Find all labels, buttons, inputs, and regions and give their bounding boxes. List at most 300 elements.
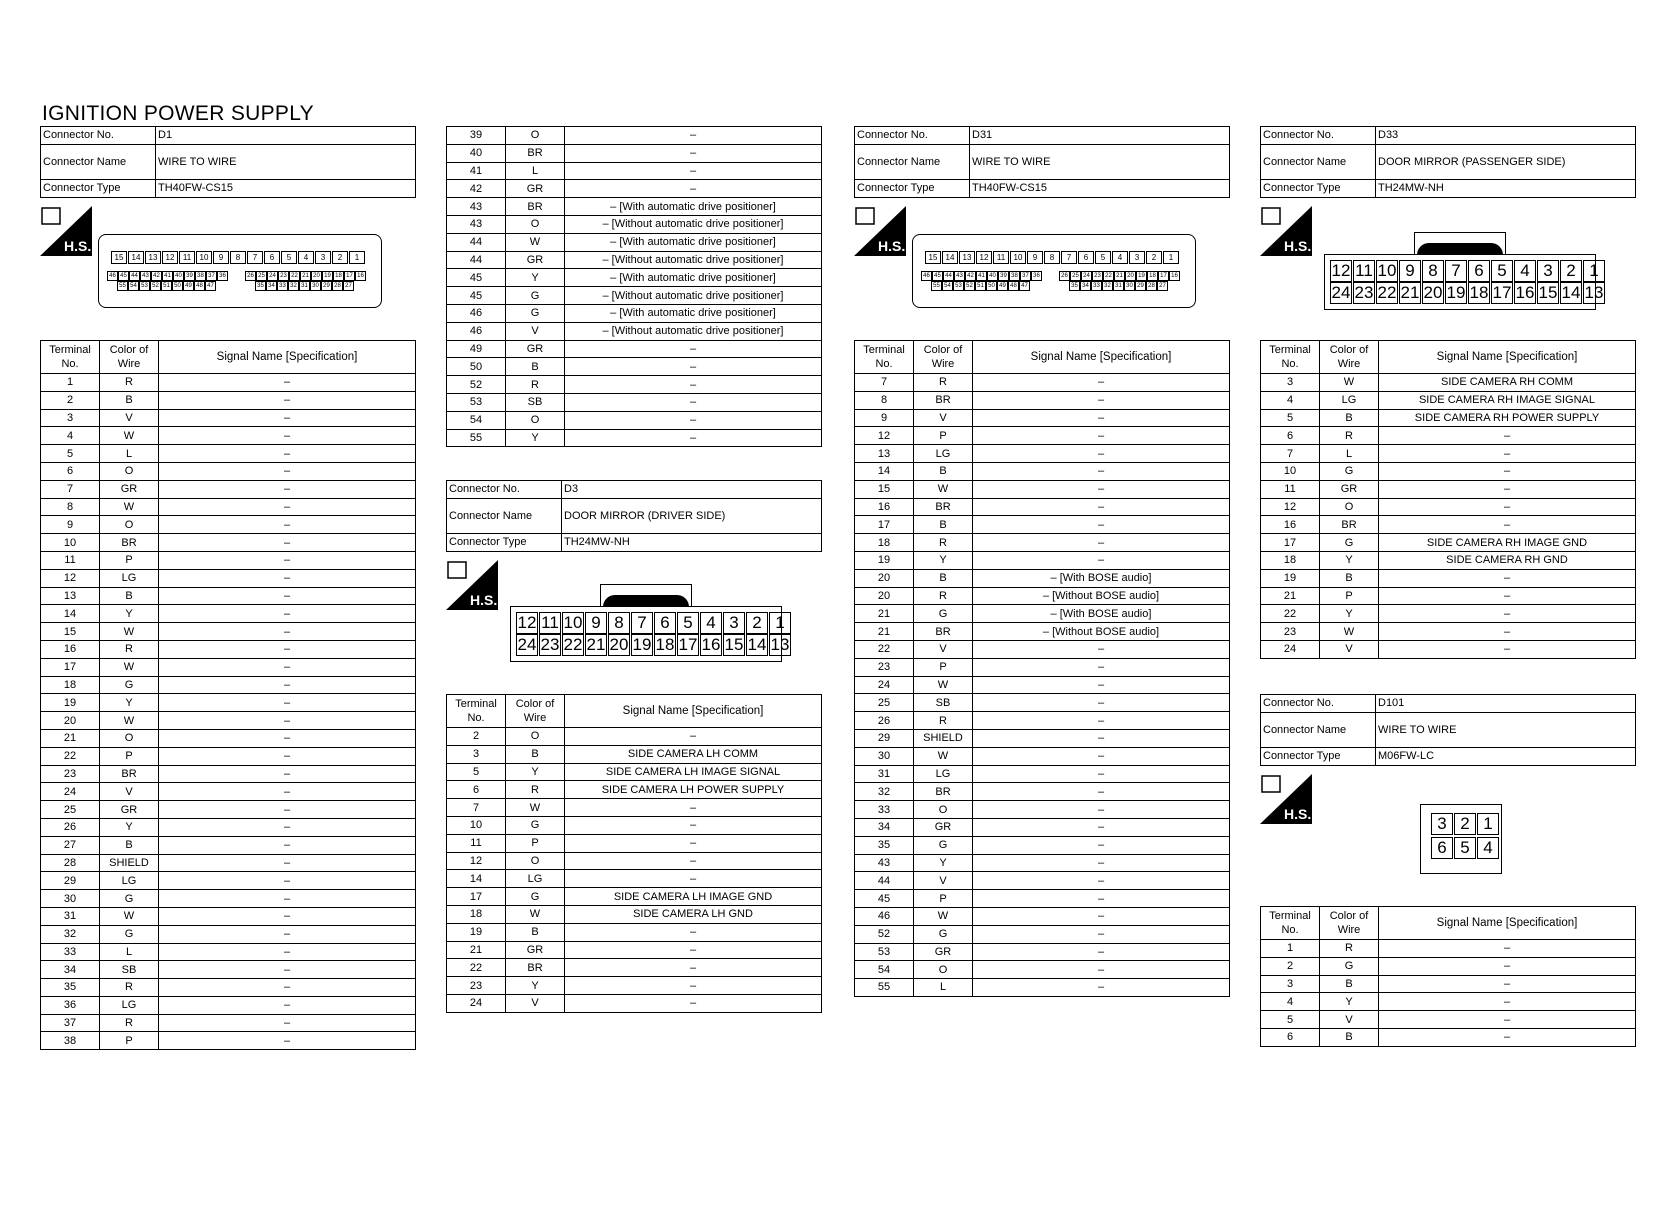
- wire-color-cell: V: [100, 409, 159, 427]
- col-signal: Signal Name [Specification]: [565, 695, 822, 728]
- connector-pin: 16: [1169, 271, 1180, 281]
- signal-cell: – [Without BOSE audio]: [973, 587, 1230, 605]
- wire-color-cell: Y: [506, 429, 565, 447]
- label-connector-no: Connector No.: [1261, 127, 1376, 145]
- table-row: [447, 994, 822, 1012]
- signal-cell: SIDE CAMERA RH IMAGE GND: [1379, 534, 1636, 552]
- connector-pin: 55: [117, 281, 128, 291]
- signal-cell: –: [973, 783, 1230, 801]
- signal-cell: –: [159, 516, 416, 534]
- d31-name: WIRE TO WIRE: [970, 144, 1230, 179]
- connector-pin: 4: [1514, 260, 1536, 282]
- signal-cell: –: [973, 872, 1230, 890]
- terminal-cell: 16: [1261, 516, 1320, 534]
- table-row: [41, 587, 416, 605]
- col-terminal: Terminal No.: [1261, 341, 1320, 374]
- table-row: [447, 429, 822, 447]
- connector-pin: 5: [677, 612, 699, 634]
- table-row: [855, 374, 1230, 392]
- signal-cell: –: [159, 783, 416, 801]
- signal-cell: –: [159, 747, 416, 765]
- d1-connector-diagram: [98, 234, 382, 308]
- connector-pin: 29: [1135, 281, 1146, 291]
- terminal-cell: 53: [855, 943, 914, 961]
- signal-cell: – [With automatic drive positioner]: [565, 233, 822, 251]
- connector-pin: 9: [1027, 251, 1043, 264]
- table-row: [447, 215, 822, 233]
- table-row: [855, 979, 1230, 997]
- wire-color-cell: W: [100, 623, 159, 641]
- table-row: [41, 836, 416, 854]
- table-row: [855, 854, 1230, 872]
- connector-pin: 22: [563, 635, 583, 654]
- connector-pin: 20: [1423, 283, 1443, 302]
- signal-cell: –: [159, 445, 416, 463]
- terminal-cell: 22: [1261, 605, 1320, 623]
- wire-color-cell: LG: [1320, 391, 1379, 409]
- signal-cell: –: [973, 854, 1230, 872]
- terminal-cell: 15: [855, 480, 914, 498]
- table-row: [855, 694, 1230, 712]
- signal-cell: –: [565, 429, 822, 447]
- signal-cell: –: [973, 747, 1230, 765]
- terminal-cell: 13: [41, 587, 100, 605]
- connector-pin: 46: [107, 271, 118, 281]
- col-terminal: Terminal No.: [855, 341, 914, 374]
- wire-color-cell: R: [100, 1014, 159, 1032]
- wire-color-cell: W: [100, 712, 159, 730]
- terminal-cell: 53: [447, 393, 506, 411]
- svg-text:H.S.: H.S.: [64, 238, 92, 254]
- table-row: [855, 427, 1230, 445]
- signal-cell: –: [159, 640, 416, 658]
- signal-cell: –: [159, 765, 416, 783]
- terminal-cell: 54: [447, 411, 506, 429]
- signal-cell: –: [159, 462, 416, 480]
- terminal-cell: 32: [855, 783, 914, 801]
- connector-pin: 4: [1112, 251, 1128, 264]
- wire-color-cell: BR: [100, 765, 159, 783]
- wire-color-cell: G: [914, 925, 973, 943]
- table-row: [855, 836, 1230, 854]
- wire-color-cell: LG: [100, 569, 159, 587]
- connector-pin: 47: [205, 281, 216, 291]
- signal-cell: –: [973, 943, 1230, 961]
- connector-pin: 3: [1537, 260, 1559, 282]
- connector-pin: 13: [959, 251, 975, 264]
- connector-pin: 22: [289, 271, 300, 281]
- wire-color-cell: R: [914, 587, 973, 605]
- terminal-cell: 16: [855, 498, 914, 516]
- terminal-cell: 17: [855, 516, 914, 534]
- terminal-cell: 5: [1261, 1011, 1320, 1029]
- table-row: [1261, 462, 1636, 480]
- connector-pin: 12: [976, 251, 992, 264]
- connector-pin: 31: [299, 281, 310, 291]
- col-color: Color of Wire: [1320, 341, 1379, 374]
- terminal-cell: 5: [41, 445, 100, 463]
- signal-cell: –: [1379, 975, 1636, 993]
- wire-color-cell: G: [506, 304, 565, 322]
- signal-cell: –: [159, 374, 416, 392]
- terminal-cell: 19: [1261, 569, 1320, 587]
- terminal-cell: 12: [41, 569, 100, 587]
- connector-pin: 15: [1538, 283, 1558, 302]
- table-row: [1261, 374, 1636, 392]
- terminal-cell: 33: [41, 943, 100, 961]
- table-row: [855, 925, 1230, 943]
- signal-cell: SIDE CAMERA LH IMAGE SIGNAL: [565, 763, 822, 781]
- table-row: [41, 890, 416, 908]
- wire-color-cell: BR: [506, 144, 565, 162]
- table-row: [41, 569, 416, 587]
- table-row: [41, 979, 416, 997]
- table-row: [447, 322, 822, 340]
- wire-color-cell: GR: [1320, 480, 1379, 498]
- terminal-cell: 34: [855, 818, 914, 836]
- wire-color-cell: B: [1320, 975, 1379, 993]
- table-row: [447, 411, 822, 429]
- signal-cell: –: [1379, 569, 1636, 587]
- table-row: [447, 834, 822, 852]
- connector-pin: 14: [1561, 283, 1581, 302]
- connector-pin: 10: [196, 251, 212, 264]
- signal-cell: –: [973, 480, 1230, 498]
- connector-pin: 20: [311, 271, 322, 281]
- table-row: [447, 144, 822, 162]
- connector-pin: 13: [145, 251, 161, 264]
- terminal-cell: 41: [447, 162, 506, 180]
- connector-pin: 30: [310, 281, 321, 291]
- connector-pin: 3: [1129, 251, 1145, 264]
- page-title: IGNITION POWER SUPPLY: [42, 102, 314, 125]
- signal-cell: –: [1379, 640, 1636, 658]
- terminal-cell: 20: [855, 587, 914, 605]
- terminal-cell: 7: [41, 480, 100, 498]
- connector-pin: 22: [1103, 271, 1114, 281]
- col-signal: Signal Name [Specification]: [1379, 341, 1636, 374]
- connector-pin: 33: [277, 281, 288, 291]
- connector-pin: 50: [986, 281, 997, 291]
- wire-color-cell: P: [100, 551, 159, 569]
- connector-pin: 9: [585, 612, 607, 634]
- terminal-cell: 24: [447, 994, 506, 1012]
- terminal-cell: 14: [855, 462, 914, 480]
- terminal-cell: 17: [447, 888, 506, 906]
- table-row: [855, 551, 1230, 569]
- signal-cell: –: [973, 640, 1230, 658]
- connector-pin: 32: [1102, 281, 1113, 291]
- wire-color-cell: GR: [506, 941, 565, 959]
- table-row: [447, 888, 822, 906]
- connector-pin: 18: [1147, 271, 1158, 281]
- signal-cell: –: [565, 127, 822, 145]
- wire-color-cell: O: [914, 961, 973, 979]
- d1-pin-table: [40, 340, 416, 1050]
- connector-pin: 2: [1146, 251, 1162, 264]
- wire-color-cell: B: [506, 923, 565, 941]
- label-connector-type: Connector Type: [855, 179, 970, 197]
- wire-color-cell: R: [914, 374, 973, 392]
- terminal-cell: 18: [855, 534, 914, 552]
- wire-color-cell: GR: [506, 251, 565, 269]
- signal-cell: –: [973, 729, 1230, 747]
- signal-cell: SIDE CAMERA RH IMAGE SIGNAL: [1379, 391, 1636, 409]
- connector-pin: 16: [1515, 283, 1535, 302]
- wire-color-cell: B: [100, 587, 159, 605]
- table-row: [41, 462, 416, 480]
- terminal-cell: 44: [447, 233, 506, 251]
- wire-color-cell: L: [1320, 445, 1379, 463]
- wire-color-cell: O: [100, 462, 159, 480]
- terminal-cell: 11: [41, 551, 100, 569]
- wire-color-cell: W: [1320, 374, 1379, 392]
- table-row: [1261, 534, 1636, 552]
- wire-color-cell: SB: [506, 393, 565, 411]
- connector-pin: 34: [266, 281, 277, 291]
- d101-name: WIRE TO WIRE: [1376, 712, 1636, 747]
- connector-pin: 12: [517, 613, 537, 632]
- table-row: [1261, 1011, 1636, 1029]
- connector-pin: 10: [1377, 261, 1397, 280]
- wire-color-cell: O: [100, 729, 159, 747]
- terminal-cell: 19: [447, 923, 506, 941]
- wire-color-cell: B: [914, 516, 973, 534]
- terminal-cell: 11: [1261, 480, 1320, 498]
- wire-color-cell: R: [100, 374, 159, 392]
- wire-color-cell: R: [100, 640, 159, 658]
- connector-pin: 25: [1070, 271, 1081, 281]
- terminal-cell: 44: [447, 251, 506, 269]
- table-row: [41, 498, 416, 516]
- signal-cell: –: [159, 480, 416, 498]
- wire-color-cell: P: [100, 1032, 159, 1050]
- signal-cell: –: [1379, 480, 1636, 498]
- wire-color-cell: V: [914, 640, 973, 658]
- table-row: [855, 569, 1230, 587]
- table-row: [447, 251, 822, 269]
- connector-pin: 17: [344, 271, 355, 281]
- connector-pin: 38: [1009, 271, 1020, 281]
- wire-color-cell: V: [914, 409, 973, 427]
- table-row: [447, 728, 822, 746]
- connector-pin: 36: [217, 271, 228, 281]
- signal-cell: – [With automatic drive positioner]: [565, 198, 822, 216]
- signal-cell: –: [1379, 587, 1636, 605]
- connector-pin: 2: [332, 251, 348, 264]
- connector-pin: 49: [997, 281, 1008, 291]
- table-row: [1261, 569, 1636, 587]
- terminal-cell: 9: [41, 516, 100, 534]
- table-row: [41, 996, 416, 1014]
- terminal-cell: 16: [41, 640, 100, 658]
- d3-connector-diagram: [510, 584, 790, 660]
- signal-cell: –: [159, 658, 416, 676]
- table-row: [855, 818, 1230, 836]
- signal-cell: –: [565, 923, 822, 941]
- connector-pin: 3: [1431, 813, 1453, 835]
- connector-pin: 37: [1020, 271, 1031, 281]
- terminal-cell: 45: [447, 287, 506, 305]
- terminal-cell: 25: [855, 694, 914, 712]
- connector-pin: 26: [1059, 271, 1070, 281]
- wire-color-cell: B: [914, 462, 973, 480]
- connector-pin: 39: [184, 271, 195, 281]
- wire-color-cell: B: [506, 358, 565, 376]
- signal-cell: – [Without automatic drive positioner]: [565, 287, 822, 305]
- terminal-cell: 3: [1261, 975, 1320, 993]
- terminal-cell: 4: [1261, 391, 1320, 409]
- wire-color-cell: V: [1320, 1011, 1379, 1029]
- table-row: [41, 409, 416, 427]
- connector-pin: 30: [1124, 281, 1135, 291]
- wire-color-cell: GR: [506, 180, 565, 198]
- d3-type: TH24MW-NH: [562, 533, 822, 551]
- terminal-cell: 2: [41, 391, 100, 409]
- wire-color-cell: W: [506, 799, 565, 817]
- connector-pin: 24: [1331, 283, 1351, 302]
- wire-color-cell: G: [506, 888, 565, 906]
- connector-pin: 51: [161, 281, 172, 291]
- d1-name: WIRE TO WIRE: [156, 144, 416, 179]
- wire-color-cell: L: [100, 943, 159, 961]
- connector-pin: 36: [1031, 271, 1042, 281]
- col-terminal: Terminal No.: [1261, 907, 1320, 940]
- connector-pin: 54: [128, 281, 139, 291]
- terminal-cell: 21: [447, 941, 506, 959]
- hs-icon: [1260, 206, 1312, 256]
- connector-pin: 34: [1080, 281, 1091, 291]
- table-row: [1261, 427, 1636, 445]
- wire-color-cell: W: [100, 907, 159, 925]
- table-row: [41, 374, 416, 392]
- terminal-cell: 43: [855, 854, 914, 872]
- connector-pin: 3: [315, 251, 331, 264]
- wire-color-cell: SB: [914, 694, 973, 712]
- wire-color-cell: P: [1320, 587, 1379, 605]
- table-row: [41, 801, 416, 819]
- connector-pin: 10: [1010, 251, 1026, 264]
- signal-cell: –: [159, 551, 416, 569]
- terminal-cell: 2: [447, 728, 506, 746]
- connector-pin: 12: [1331, 261, 1351, 280]
- terminal-cell: 1: [1261, 940, 1320, 958]
- table-row: [855, 747, 1230, 765]
- terminal-cell: 10: [41, 534, 100, 552]
- table-row: [447, 852, 822, 870]
- connector-pin: 29: [321, 281, 332, 291]
- table-row: [1261, 445, 1636, 463]
- connector-pin: 4: [700, 612, 722, 634]
- terminal-cell: 42: [447, 180, 506, 198]
- signal-cell: –: [973, 676, 1230, 694]
- connector-pin: 38: [195, 271, 206, 281]
- d31-pin-table-wrap: [854, 340, 1230, 997]
- wire-color-cell: L: [914, 979, 973, 997]
- connector-pin: 16: [355, 271, 366, 281]
- terminal-cell: 46: [447, 322, 506, 340]
- signal-cell: –: [1379, 957, 1636, 975]
- terminal-cell: 32: [41, 925, 100, 943]
- signal-cell: –: [159, 854, 416, 872]
- terminal-cell: 17: [1261, 534, 1320, 552]
- connector-pin: 45: [932, 271, 943, 281]
- signal-cell: –: [159, 676, 416, 694]
- terminal-cell: 43: [447, 198, 506, 216]
- connector-pin: 27: [343, 281, 354, 291]
- table-row: [1261, 623, 1636, 641]
- svg-text:H.S.: H.S.: [878, 238, 906, 254]
- wire-color-cell: LG: [100, 996, 159, 1014]
- wire-color-cell: Y: [914, 551, 973, 569]
- terminal-cell: 12: [1261, 498, 1320, 516]
- connector-pin: 21: [586, 635, 606, 654]
- wire-color-cell: SHIELD: [914, 729, 973, 747]
- terminal-cell: 49: [447, 340, 506, 358]
- table-row: [855, 480, 1230, 498]
- connector-pin: 55: [931, 281, 942, 291]
- signal-cell: –: [1379, 498, 1636, 516]
- terminal-cell: 45: [855, 890, 914, 908]
- signal-cell: –: [973, 818, 1230, 836]
- signal-cell: –: [159, 925, 416, 943]
- wire-color-cell: V: [506, 322, 565, 340]
- terminal-cell: 2: [1261, 957, 1320, 975]
- table-row: [41, 747, 416, 765]
- terminal-cell: 35: [41, 979, 100, 997]
- connector-pin: 6: [1431, 837, 1453, 859]
- signal-cell: –: [159, 534, 416, 552]
- wire-color-cell: W: [914, 676, 973, 694]
- wire-color-cell: LG: [914, 445, 973, 463]
- signal-cell: –: [973, 534, 1230, 552]
- terminal-cell: 33: [855, 801, 914, 819]
- connector-d33-panel: [1260, 126, 1636, 198]
- table-row: [41, 640, 416, 658]
- wire-color-cell: B: [506, 745, 565, 763]
- connector-pin: 5: [1491, 260, 1513, 282]
- connector-pin: 51: [975, 281, 986, 291]
- signal-cell: –: [973, 445, 1230, 463]
- signal-cell: –: [1379, 940, 1636, 958]
- label-connector-type: Connector Type: [1261, 179, 1376, 197]
- signal-cell: –: [159, 890, 416, 908]
- d1-type: TH40FW-CS15: [156, 179, 416, 197]
- table-row: [447, 977, 822, 995]
- signal-cell: SIDE CAMERA RH POWER SUPPLY: [1379, 409, 1636, 427]
- connector-pin: 21: [1114, 271, 1125, 281]
- wire-color-cell: L: [506, 162, 565, 180]
- signal-cell: –: [565, 959, 822, 977]
- signal-cell: –: [159, 961, 416, 979]
- wire-color-cell: O: [506, 127, 565, 145]
- wire-color-cell: BR: [914, 623, 973, 641]
- connector-pin: 4: [1477, 837, 1499, 859]
- signal-cell: SIDE CAMERA LH IMAGE GND: [565, 888, 822, 906]
- wire-color-cell: BR: [506, 959, 565, 977]
- wire-color-cell: P: [100, 747, 159, 765]
- wire-color-cell: P: [914, 427, 973, 445]
- wire-color-cell: G: [100, 890, 159, 908]
- wire-color-cell: O: [100, 516, 159, 534]
- terminal-cell: 6: [447, 781, 506, 799]
- table-row: [447, 304, 822, 322]
- connector-pin: 44: [129, 271, 140, 281]
- table-row: [447, 358, 822, 376]
- connector-pin: 3: [723, 612, 745, 634]
- connector-pin: 45: [118, 271, 129, 281]
- table-row: [447, 923, 822, 941]
